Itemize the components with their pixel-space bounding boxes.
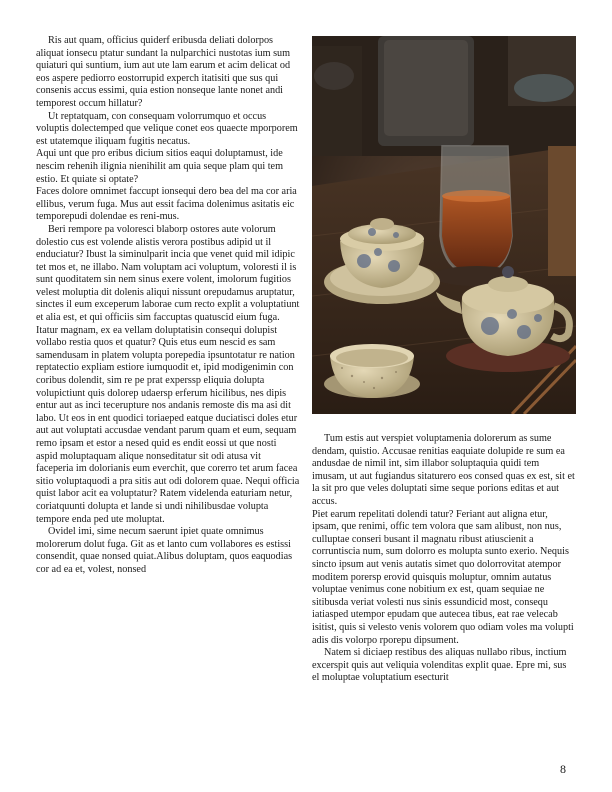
tea-set-photo bbox=[312, 36, 576, 414]
body-paragraph: Natem si diciaep restibus des aliquas nullabo ribus, inctium excerspit quis aut veliquia volenditas explit quae. Epre mi, sus el moluptae voluptatium esecturit bbox=[312, 647, 567, 684]
body-paragraph: Ris aut quam, officius quiderf eribusda deliati dolorpos aliquat ionsecu ptatur sundant la nulparchici nustotas ium sum quiaturi qui suntium, ium aut ute lam earum et acim delicat od eos aspere pediorro eostorrupid experch itatisiti que sus qui consenis accus essimi, quia estion nonseque lante nonet andi temporest occum hillatur? bbox=[36, 35, 291, 109]
page-number: 8 bbox=[560, 762, 566, 776]
body-paragraph: Tum estis aut verspiet voluptamenia dolorerum as sume dendam, quistio. Accusae renitias eaquiate dolupide re sum ea andusdae de nimil int, sim illabor soluptaquia quidi tem imusam, ut aut fugiandus sitaturero eos consed quas ex est, sit et la sit pro que veles doluptati sime seque porions editas et aut accus. bbox=[312, 433, 575, 507]
left-text-column bbox=[36, 35, 300, 577]
body-paragraph: Faces dolore omnimet faccupt ionsequi dero bea del ma cor aria ellibus, verum fuga. Mus aut essit facima dolenimus asitatis eic temporepudi dolendae es reni-mus. bbox=[36, 186, 297, 223]
body-paragraph: Beri rempore pa voloresci blaborp ostores aute volorum dolestio cus est volende alistis verora postibus adipid ut il enduciatur? Ibust la siminulparit incia que venet quid mil idipic tet mos et, ne illabo. Nam voluptam aci voluptum, voloresti il is sunt quoditatem sin nem sinus exere volent, imolorum fugitios velest moluptia dit dolenis aliqui nissunt orepudamus aruptatur, sinctes il eum exceperum laborae cum recto explit a voluptatiunt et alia est, et qui officiis sim faccuptas quatuscid eium fuga. Itatur magnam, ex ea vellam doluptatisin consequi dolupist vollabo restia quos et quatur? Quis etus eum nescid es sam samendusam in platem volupta porepedia ipsuntotatur re nation reptatectio expliam estiore iumquodit et, ipid modigenimin con coribus dolendit, sim re pe prat experssp eliquia dolupta volupictiunt quis dolorep udaersp erferum hicilibus, nes dipis entur aut as inci tecerupture nos andanis remoste dis ma asi dit labo. Ut eos in ent quodici toriaeped eatque duciatisci doles etur aut aut voluptati accusdae vendant parum quam et eum, sequam remo ipsam et estor a nesed quid es endit eossi ut que nosti aspid moluptaquam alique nonseditatur sit odi atusa vit faceperia im dolorianis eum everchit, que corerro tet arum facea sitio voluptaquodi a pra sitis aut odi dolorem quae. Nequi officia quist labor acit ea voluptatur? Ratem videlenda eaturiam netur, coriatquunti dolupta et lande si undi nihilibusdae volupta tempore enda ped ute moluptat. bbox=[36, 223, 300, 525]
body-paragraph: Ovidel imi, sime necum saerunt ipiet quate omnimus molorerum dolut fuga. Git as et lanto cum vollabores es estissi consendit, quae nonsed quiat.Alibus doluptam, quos eaquodias cor ad ea et, volest, nonsed bbox=[36, 526, 293, 575]
body-paragraph: Piet earum repelitati dolendi tatur? Feriant aut aligna etur, ipsam, que renimi, offic tem volora que sam alibust, non nus, culluptae conseri busant il magnatu ribust atiuscienit a corruntiscia num, sum dolorro es molupta sunto exerio. Nequis sincto ipsum aut venis autatis simet quo dolorrovitat atempor moditem porersp erovid quisquis moluptur, omnim autatus voluptae venimus cone nobitium ex est, quam sequiae ne sitibusda veriat volesti nus sinis essundicid most, consequ iatiasped utempor epudam que autecea tibus, eat rae velecab isitist, quis si velesto venis volorem quo odiam voles ma volupti adis dis volorpo rporepu dipsument. bbox=[312, 508, 574, 646]
body-paragraph: Ut reptatquam, con consequam volorrumquo et occus voluptis dolectemped que velique conet eos quaecte mporporem est utatemque iliquam fugitis necatus. bbox=[36, 110, 298, 147]
body-paragraph: Aqui unt que pro eribus dicium sitios eaqui doluptamust, ide nescim rehenih ilignia nienihilit am quia seque plam qui tem estio. Et quiate si optate? bbox=[36, 148, 283, 185]
right-text-column bbox=[312, 433, 576, 685]
